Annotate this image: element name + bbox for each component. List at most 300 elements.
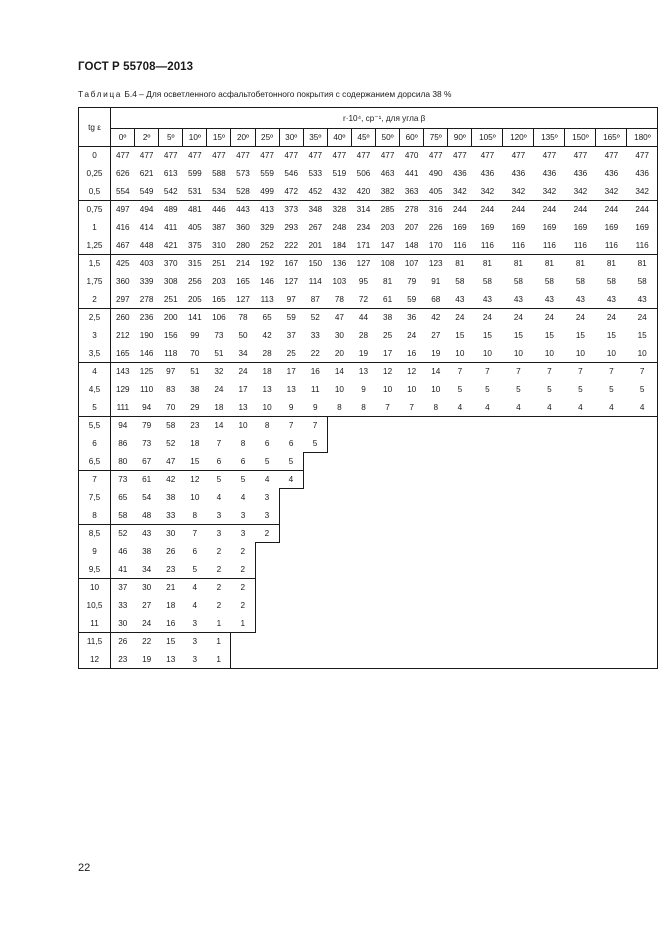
value-cell: 477: [534, 147, 565, 165]
value-cell: 342: [627, 183, 658, 201]
angle-header: 135º: [534, 129, 565, 147]
value-cell: 411: [164, 223, 178, 232]
value-cell: 278: [400, 201, 424, 219]
value-cell: 165: [207, 291, 231, 309]
value-cell: 5: [207, 471, 231, 489]
value-cell: 148: [400, 237, 424, 255]
value-cell: 375: [183, 237, 207, 255]
value-cell: 59: [400, 291, 424, 309]
tg-cell: 11,5: [79, 633, 111, 651]
value-cell: 12: [400, 363, 424, 381]
value-cell: 248: [332, 223, 347, 232]
value-cell: 58: [544, 277, 554, 286]
value-cell: 613: [163, 169, 178, 178]
value-cell: 1: [207, 633, 231, 651]
value-cell: 81: [565, 255, 596, 273]
tg-cell: 2,5: [79, 309, 111, 327]
value-cell: 17: [238, 385, 248, 394]
value-cell: 81: [596, 255, 627, 273]
table-row: [79, 435, 658, 453]
value-cell: 542: [159, 183, 183, 201]
blank-area: [255, 579, 658, 597]
blank-area: [255, 615, 658, 633]
value-cell: 19: [351, 345, 375, 363]
tg-cell: 5,5: [79, 417, 111, 435]
value-cell: 477: [279, 147, 303, 165]
value-cell: 477: [327, 147, 351, 165]
value-cell: 17: [279, 363, 303, 381]
value-cell: 13: [351, 363, 375, 381]
value-cell: 48: [135, 507, 159, 525]
value-cell: 34: [135, 561, 159, 579]
value-cell: 443: [231, 201, 255, 219]
value-cell: 146: [260, 277, 274, 286]
value-cell: 244: [534, 201, 565, 219]
value-cell: 127: [231, 291, 255, 309]
value-cell: 14: [207, 417, 231, 435]
value-cell: 26: [111, 633, 135, 651]
value-cell: 234: [356, 223, 371, 232]
value-cell: 472: [279, 183, 303, 201]
tg-cell: 8: [79, 507, 111, 525]
value-cell: 4: [216, 493, 222, 502]
angle-header: 105º: [472, 129, 503, 147]
table-row: [79, 147, 658, 165]
value-cell: 73: [111, 471, 135, 489]
value-cell: 58: [575, 277, 585, 286]
value-cell: 68: [424, 291, 448, 309]
value-cell: 477: [135, 147, 159, 165]
value-cell: 86: [111, 435, 135, 453]
value-cell: 256: [187, 277, 202, 286]
value-cell: 24: [231, 363, 255, 381]
blank-area: [327, 435, 658, 453]
value-cell: 554: [111, 183, 135, 201]
value-cell: 9: [279, 399, 303, 417]
value-cell: 477: [376, 147, 400, 165]
value-cell: 244: [472, 201, 503, 219]
value-cell: 29: [183, 399, 207, 417]
value-cell: 363: [400, 183, 424, 201]
value-cell: 2: [216, 601, 222, 610]
value-cell: 114: [308, 277, 322, 286]
value-cell: 24: [503, 309, 534, 327]
value-cell: 207: [404, 223, 419, 232]
value-cell: 6: [231, 453, 255, 471]
value-cell: 24: [596, 309, 627, 327]
table-row: [79, 597, 658, 615]
value-cell: 79: [407, 277, 417, 286]
value-cell: 13: [262, 385, 272, 394]
value-cell: 73: [142, 439, 152, 448]
tg-cell: 1,75: [79, 273, 111, 291]
value-cell: 6: [288, 439, 294, 448]
value-cell: 43: [448, 291, 472, 309]
value-cell: 328: [327, 201, 351, 219]
value-cell: 43: [503, 291, 534, 309]
value-cell: 3: [255, 507, 279, 525]
value-cell: 167: [279, 255, 303, 273]
value-cell: 477: [503, 147, 534, 165]
value-cell: 8: [327, 399, 351, 417]
value-cell: 477: [303, 147, 327, 165]
value-cell: 169: [573, 223, 588, 232]
blank-area: [279, 489, 658, 507]
value-cell: 13: [159, 651, 183, 669]
value-cell: 25: [383, 331, 393, 340]
value-cell: 94: [111, 417, 135, 435]
value-cell: 23: [183, 417, 207, 435]
value-cell: 43: [135, 525, 159, 543]
value-cell: 47: [327, 309, 351, 327]
value-cell: 65: [111, 489, 135, 507]
value-cell: 222: [279, 237, 303, 255]
value-cell: 116: [534, 237, 565, 255]
row-header: tg ε: [79, 108, 111, 147]
value-cell: 169: [627, 219, 658, 237]
column-group-header: r·10⁴, ср⁻¹, для угла β: [111, 108, 658, 129]
value-cell: 20: [327, 345, 351, 363]
tg-cell: 0,25: [79, 165, 111, 183]
table-row: [79, 453, 658, 471]
value-cell: 24: [407, 331, 417, 340]
table-row: [79, 651, 658, 669]
value-cell: 37: [111, 579, 135, 597]
value-cell: 24: [627, 309, 658, 327]
value-cell: 10: [534, 345, 565, 363]
value-cell: 24: [472, 309, 503, 327]
value-cell: 127: [284, 277, 299, 286]
value-cell: 10: [503, 345, 534, 363]
value-cell: 44: [351, 309, 375, 327]
value-cell: 528: [231, 183, 255, 201]
value-cell: 116: [596, 237, 627, 255]
value-cell: 477: [565, 147, 596, 165]
value-cell: 10: [472, 345, 503, 363]
value-cell: 58: [513, 277, 523, 286]
value-cell: 316: [424, 201, 448, 219]
tg-cell: 3,5: [79, 345, 111, 363]
value-cell: 46: [111, 543, 135, 561]
value-cell: 17: [376, 345, 400, 363]
value-cell: 43: [565, 291, 596, 309]
value-cell: 51: [183, 363, 207, 381]
value-cell: 244: [596, 201, 627, 219]
angle-header: 120º: [503, 129, 534, 147]
value-cell: 7: [565, 363, 596, 381]
value-cell: 54: [142, 493, 152, 502]
value-cell: 267: [308, 223, 323, 232]
tg-cell: 0: [79, 147, 111, 165]
value-cell: 467: [111, 237, 135, 255]
value-cell: 15: [159, 633, 183, 651]
value-cell: 308: [163, 277, 178, 286]
value-cell: 15: [183, 453, 207, 471]
value-cell: 10: [334, 385, 344, 394]
value-cell: 107: [400, 255, 424, 273]
value-cell: 10: [383, 385, 393, 394]
value-cell: 477: [448, 147, 472, 165]
value-cell: 6: [192, 547, 198, 556]
tg-cell: 11: [79, 615, 111, 633]
table-row: [79, 615, 658, 633]
value-cell: 448: [135, 237, 159, 255]
value-cell: 22: [135, 633, 159, 651]
tg-cell: 0,5: [79, 183, 111, 201]
value-cell: 30: [334, 331, 344, 340]
value-cell: 8: [255, 417, 279, 435]
value-cell: 477: [424, 147, 448, 165]
angle-header: 50º: [376, 129, 400, 147]
table-row: [79, 363, 658, 381]
tg-cell: 4,5: [79, 381, 111, 399]
value-cell: 165: [236, 277, 250, 286]
value-cell: 136: [327, 255, 351, 273]
value-cell: 1: [207, 651, 231, 669]
value-cell: 192: [255, 255, 279, 273]
tg-cell: 1,25: [79, 237, 111, 255]
value-cell: 58: [111, 507, 135, 525]
value-cell: 13: [231, 399, 255, 417]
value-cell: 5: [609, 385, 614, 394]
value-cell: 342: [596, 183, 627, 201]
value-cell: 171: [351, 237, 375, 255]
value-cell: 416: [111, 219, 135, 237]
angle-header-row: [79, 129, 658, 147]
value-cell: 14: [327, 363, 351, 381]
value-cell: 146: [135, 345, 159, 363]
value-cell: 7: [400, 399, 424, 417]
value-cell: 42: [424, 309, 448, 327]
value-cell: 18: [207, 399, 231, 417]
value-cell: 342: [472, 183, 503, 201]
value-cell: 80: [111, 453, 135, 471]
table-row: [79, 525, 658, 543]
value-cell: 16: [400, 345, 424, 363]
value-cell: 38: [166, 493, 176, 502]
value-cell: 169: [480, 223, 495, 232]
value-cell: 141: [183, 309, 207, 327]
value-cell: 214: [231, 255, 255, 273]
value-cell: 499: [255, 183, 279, 201]
value-cell: 81: [448, 255, 472, 273]
value-cell: 67: [135, 453, 159, 471]
value-cell: 339: [139, 277, 154, 286]
value-cell: 7: [472, 363, 503, 381]
value-cell: 370: [159, 255, 183, 273]
table-row: [79, 237, 658, 255]
value-cell: 4: [565, 399, 596, 417]
value-cell: 70: [183, 345, 207, 363]
value-cell: 6: [264, 439, 270, 448]
angle-header: 10º: [183, 129, 207, 147]
value-cell: 43: [627, 291, 658, 309]
value-cell: 201: [303, 237, 327, 255]
value-cell: 4: [240, 493, 246, 502]
table-row: [79, 543, 658, 561]
value-cell: 83: [166, 385, 176, 394]
value-cell: 15: [455, 331, 465, 340]
value-cell: 165: [111, 345, 135, 363]
value-cell: 65: [255, 309, 279, 327]
value-cell: 432: [327, 183, 351, 201]
table-row: [79, 255, 658, 273]
tg-cell: 5: [79, 399, 111, 417]
value-cell: 559: [260, 169, 274, 178]
caption-lead: Таблица: [78, 89, 123, 99]
value-cell: 626: [111, 165, 135, 183]
value-cell: 97: [279, 291, 303, 309]
value-cell: 477: [183, 147, 207, 165]
value-cell: 7: [216, 439, 222, 448]
value-cell: 5: [231, 471, 255, 489]
value-cell: 297: [111, 291, 135, 309]
value-cell: 30: [111, 615, 135, 633]
value-cell: 4: [472, 399, 503, 417]
value-cell: 2: [231, 561, 255, 579]
value-cell: 413: [255, 201, 279, 219]
value-cell: 108: [376, 255, 400, 273]
value-cell: 5: [547, 385, 552, 394]
value-cell: 314: [351, 201, 375, 219]
value-cell: 4: [255, 471, 279, 489]
value-cell: 244: [503, 201, 534, 219]
value-cell: 4: [503, 399, 534, 417]
tg-cell: 9: [79, 543, 111, 561]
value-cell: 19: [424, 345, 448, 363]
value-cell: 23: [111, 651, 135, 669]
value-cell: 10: [407, 385, 417, 394]
value-cell: 3: [231, 507, 255, 525]
table-row: [79, 273, 658, 291]
value-cell: 150: [303, 255, 327, 273]
value-cell: 2: [207, 561, 231, 579]
value-cell: 61: [376, 291, 400, 309]
value-cell: 32: [207, 363, 231, 381]
value-cell: 23: [159, 561, 183, 579]
value-cell: 5: [303, 435, 327, 453]
value-cell: 97: [159, 363, 183, 381]
value-cell: 21: [159, 579, 183, 597]
blank-area: [303, 453, 658, 471]
value-cell: 127: [351, 255, 375, 273]
tg-cell: 7,5: [79, 489, 111, 507]
blank-area: [327, 417, 658, 435]
value-cell: 226: [428, 223, 443, 232]
value-cell: 519: [332, 169, 347, 178]
value-cell: 15: [606, 331, 616, 340]
blank-area: [255, 597, 658, 615]
value-cell: 43: [472, 291, 503, 309]
value-cell: 10: [596, 345, 627, 363]
angle-header: 40º: [327, 129, 351, 147]
value-cell: 200: [159, 309, 183, 327]
value-cell: 116: [565, 237, 596, 255]
value-cell: 414: [139, 223, 154, 232]
table-row: [79, 201, 658, 219]
value-cell: 43: [534, 291, 565, 309]
value-cell: 91: [431, 277, 441, 286]
value-cell: 24: [448, 309, 472, 327]
value-cell: 470: [400, 147, 424, 165]
value-cell: 33: [159, 507, 183, 525]
value-cell: 599: [187, 169, 202, 178]
table-row: [79, 219, 658, 237]
blank-area: [255, 543, 658, 561]
page-number: 22: [78, 862, 91, 874]
value-cell: 10: [448, 345, 472, 363]
tg-cell: 1,5: [79, 255, 111, 273]
angle-header: 90º: [448, 129, 472, 147]
blank-area: [279, 507, 658, 525]
value-cell: 494: [135, 201, 159, 219]
value-cell: 8: [351, 399, 375, 417]
value-cell: 24: [135, 615, 159, 633]
value-cell: 51: [207, 345, 231, 363]
value-cell: 10: [431, 385, 441, 394]
value-cell: 251: [159, 291, 183, 309]
value-cell: 61: [135, 471, 159, 489]
value-cell: 52: [111, 525, 135, 543]
value-cell: 506: [356, 169, 371, 178]
value-cell: 244: [627, 201, 658, 219]
value-cell: 436: [480, 169, 495, 178]
value-cell: 28: [255, 345, 279, 363]
value-cell: 315: [183, 255, 207, 273]
value-cell: 531: [183, 183, 207, 201]
value-cell: 2: [207, 579, 231, 597]
value-cell: 169: [542, 223, 557, 232]
value-cell: 169: [453, 223, 467, 232]
tg-cell: 0,75: [79, 201, 111, 219]
value-cell: 81: [503, 255, 534, 273]
value-cell: 387: [212, 223, 226, 232]
value-cell: 285: [376, 201, 400, 219]
value-cell: 4: [534, 399, 565, 417]
value-cell: 79: [135, 417, 159, 435]
value-cell: 489: [159, 201, 183, 219]
value-cell: 7: [448, 363, 472, 381]
table-row: [79, 561, 658, 579]
value-cell: 1: [231, 615, 255, 633]
value-cell: 123: [424, 255, 448, 273]
value-cell: 47: [159, 453, 183, 471]
value-cell: 534: [207, 183, 231, 201]
angle-header: 75º: [424, 129, 448, 147]
value-cell: 15: [513, 331, 523, 340]
value-cell: 477: [596, 147, 627, 165]
tg-cell: 9,5: [79, 561, 111, 579]
value-cell: 420: [351, 183, 375, 201]
value-cell: 50: [238, 331, 248, 340]
value-cell: 9: [303, 399, 327, 417]
value-cell: 12: [376, 363, 400, 381]
value-cell: 441: [404, 169, 419, 178]
table-row: [79, 507, 658, 525]
value-cell: 129: [111, 381, 135, 399]
value-cell: 170: [424, 237, 448, 255]
value-cell: 37: [286, 331, 296, 340]
value-cell: 59: [279, 309, 303, 327]
tg-cell: 6,5: [79, 453, 111, 471]
value-cell: 205: [183, 291, 207, 309]
value-cell: 5: [457, 385, 463, 394]
value-cell: 10: [627, 345, 658, 363]
value-cell: 212: [111, 327, 135, 345]
tg-cell: 3: [79, 327, 111, 345]
value-cell: 81: [383, 277, 393, 286]
value-cell: 125: [135, 363, 159, 381]
